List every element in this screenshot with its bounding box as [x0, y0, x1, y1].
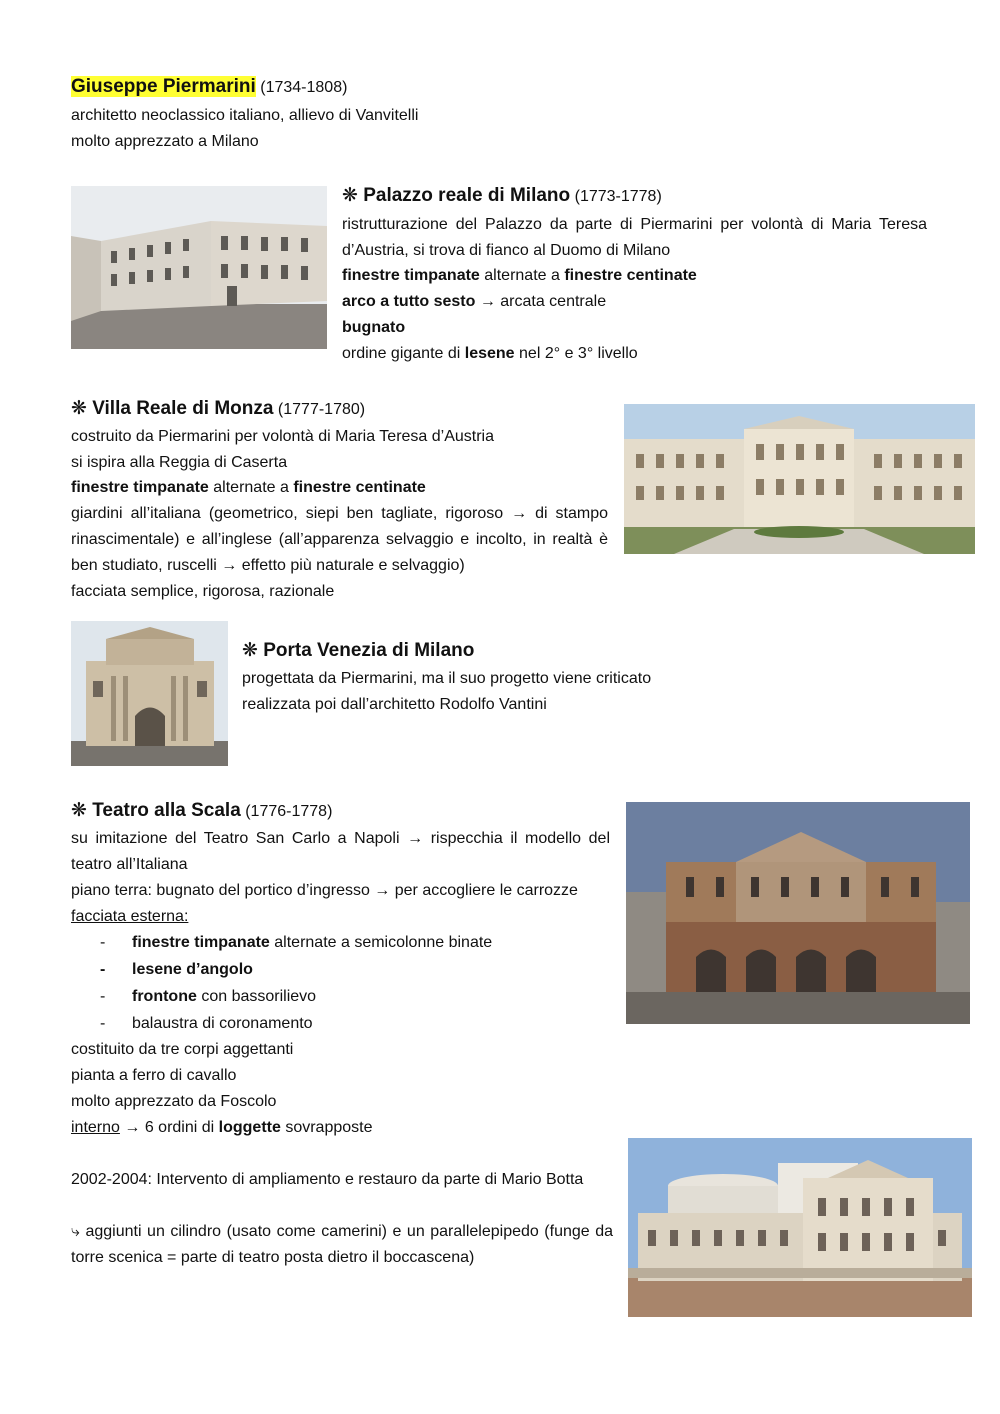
- scala-facade-label: facciata esterna:: [71, 908, 189, 925]
- bullet-mark: -: [100, 934, 106, 951]
- villa-title: ❋ Villa Reale di Monza: [71, 398, 274, 419]
- scala-interior-label: interno: [71, 1119, 120, 1136]
- scala-interior-line: [71, 1115, 373, 1141]
- villa-reale-photo: [624, 404, 975, 554]
- villa-bold-2: finestre centinate: [293, 479, 426, 496]
- scala-line-2: piano terra: bugnato del portico d’ingresso → per accogliere le carrozze: [71, 882, 578, 899]
- scala-title: ❋ Teatro alla Scala: [71, 800, 241, 821]
- villa-gardens-paragraph: giardini all’italiana (geometrico, siepi ben tagliate, rigoroso → di stampo rinascimentale) e all’inglese (all’apparenza selvaggio e incolto, in realtà è ben studiato, ruscelli → effetto più naturale e selvaggio): [71, 505, 608, 574]
- scala-line-5: pianta a ferro di cavallo: [71, 1067, 237, 1084]
- villa-dates: (1777-1780): [277, 401, 366, 418]
- bullet-text: alternate a semicolonne binate: [274, 934, 493, 951]
- palazzo-arch: arco a tutto sesto: [342, 293, 476, 310]
- villa-bold-1: finestre timpanate: [71, 479, 209, 496]
- palazzo-lesene: lesene: [464, 345, 515, 362]
- palazzo-reale-photo: [71, 186, 327, 349]
- bullet-text: con bassorilievo: [201, 988, 317, 1005]
- palazzo-bold-2: finestre centinate: [564, 267, 697, 284]
- document-header: [71, 74, 347, 101]
- villa-line-1: costruito da Piermarini per volontà di Maria Teresa d’Austria: [71, 428, 495, 445]
- bullet-bold: lesene d’angolo: [132, 961, 253, 978]
- porta-line-2: realizzata poi dall’architetto Rodolfo Vantini: [242, 696, 547, 713]
- palazzo-bugnato: bugnato: [342, 319, 406, 336]
- author-note: molto apprezzato a Milano: [71, 133, 259, 150]
- palazzo-arch-line: [342, 289, 606, 315]
- villa-windows-line: [71, 475, 426, 501]
- porta-title: ❋ Porta Venezia di Milano: [242, 640, 475, 661]
- scala-interior-a: → 6 ordini di: [124, 1119, 215, 1136]
- palazzo-dates: (1773-1778): [574, 188, 662, 205]
- villa-connector: alternate a: [213, 479, 289, 496]
- scala-restoration-paragraph: 2002-2004: Intervento di ampliamento e restauro da parte di Mario Botta: [71, 1171, 584, 1188]
- author-dates: (1734-1808): [260, 79, 348, 96]
- porta-venezia-photo: [71, 621, 228, 766]
- palazzo-paragraph: ristrutturazione del Palazzo da parte di Piermarini per volontà di Maria Teresa d’Austria, si trova di fianco al Duomo di Milano: [342, 216, 927, 259]
- villa-line-5: facciata semplice, rigorosa, razionale: [71, 583, 335, 600]
- porta-line-1: progettata da Piermarini, ma il suo progetto viene criticato: [242, 670, 652, 687]
- scala-line-4: costituito da tre corpi aggettanti: [71, 1041, 294, 1058]
- palazzo-heading: [342, 183, 662, 210]
- palazzo-bold-1: finestre timpanate: [342, 267, 480, 284]
- teatro-scala-photo: [626, 802, 970, 1024]
- teatro-scala-botta-photo: [628, 1138, 972, 1317]
- villa-heading: [71, 396, 365, 423]
- porta-heading: [242, 638, 474, 665]
- palazzo-title: ❋ Palazzo reale di Milano: [342, 185, 571, 206]
- bullet-mark: -: [100, 961, 106, 978]
- bullet-bold: frontone: [132, 988, 197, 1005]
- villa-line-2: si ispira alla Reggia di Caserta: [71, 454, 288, 471]
- scala-heading: [71, 798, 332, 825]
- palazzo-windows-line: [342, 263, 697, 289]
- palazzo-bugnato-line: [342, 315, 405, 341]
- author-name: Giuseppe Piermarini: [71, 76, 256, 97]
- bullet-text: balaustra di coronamento: [132, 1015, 313, 1032]
- scala-botta-paragraph: ⤷ aggiunti un cilindro (usato come camerini) e un parallelepipedo (funge da torre scenica = parte di teatro posta dietro il boccascena): [71, 1223, 613, 1266]
- author-description: architetto neoclassico italiano, allievo di Vanvitelli: [71, 107, 419, 124]
- palazzo-connector: alternate a: [484, 267, 560, 284]
- bullet-mark: -: [100, 988, 106, 1005]
- palazzo-arch-note: → arcata centrale: [479, 293, 607, 310]
- scala-paragraph-1: su imitazione del Teatro San Carlo a Napoli → rispecchia il modello del teatro all’Italiana: [71, 830, 610, 873]
- palazzo-order-line: [342, 341, 638, 367]
- bullet-bold: finestre timpanate: [132, 934, 270, 951]
- palazzo-order-a: ordine gigante di: [342, 345, 461, 362]
- scala-interior-c: sovrapposte: [285, 1119, 373, 1136]
- scala-dates: (1776-1778): [245, 803, 333, 820]
- palazzo-order-c: nel 2° e 3° livello: [519, 345, 638, 362]
- scala-line-6: molto apprezzato da Foscolo: [71, 1093, 277, 1110]
- scala-loggette: loggette: [218, 1119, 281, 1136]
- bullet-mark: -: [100, 1015, 106, 1032]
